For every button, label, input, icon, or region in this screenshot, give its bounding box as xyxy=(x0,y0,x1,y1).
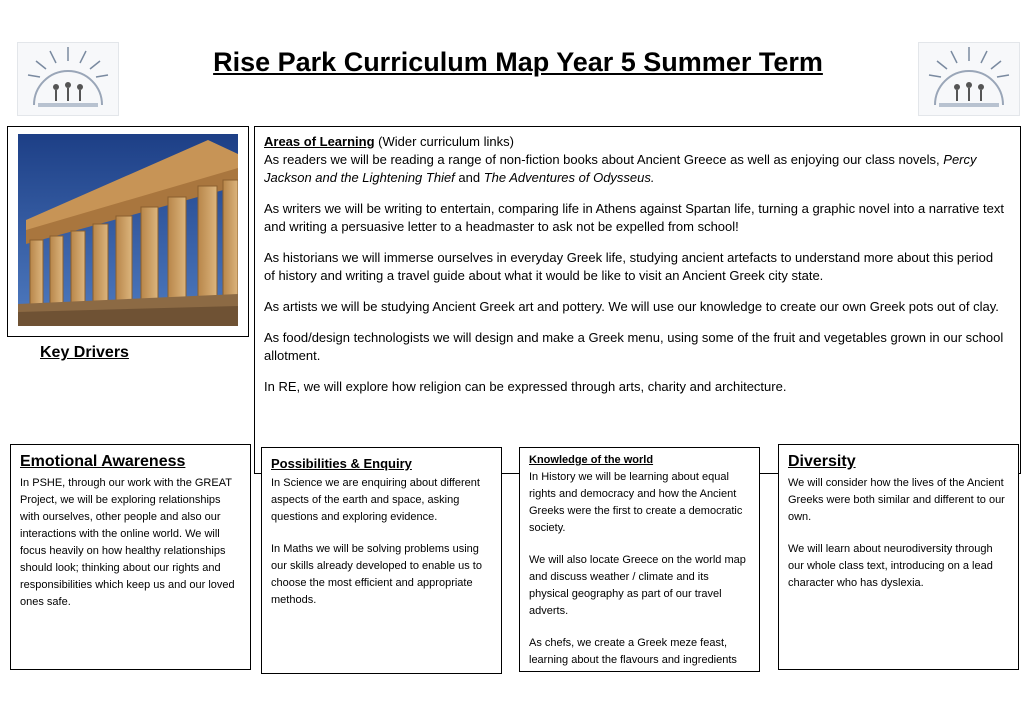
areas-heading: Areas of Learning xyxy=(264,134,375,149)
diversity-title: Diversity xyxy=(788,453,856,470)
writers-paragraph: As writers we will be writing to entertain, comparing life in Athens against Spartan life, turning a graphic novel into a narrative text and writing a persuasive letter to a headmaster to ask not be expelled from school! xyxy=(264,201,1004,234)
emotional-awareness-text: In PSHE, through our work with the GREAT Project, we will be exploring relationships with ourselves, other people and also our interactions with the online world. We will focus heavily on how healthy relationships should look; thinking about our rights and responsibilities which keep us and our loved ones safe. xyxy=(20,477,235,608)
science-paragraph: In Science we are enquiring about different aspects of the earth and space, asking questions and exploring evidence. xyxy=(271,477,480,523)
maths-paragraph: In Maths we will be solving problems using our skills already developed to enable us to choose the most efficient and appropriate methods. xyxy=(271,543,482,606)
book-title-odysseus: The Adventures of Odysseus. xyxy=(483,170,655,185)
geography-paragraph: We will also locate Greece on the world map and discuss weather / climate and its physical geography as part of our travel adverts. xyxy=(529,554,746,617)
areas-of-learning-panel xyxy=(254,126,1021,474)
reading-paragraph xyxy=(264,151,1006,187)
key-drivers-heading: Key Drivers xyxy=(40,344,129,361)
areas-subheading: (Wider curriculum links) xyxy=(374,134,514,149)
technologists-paragraph: As food/design technologists we will design and make a Greek menu, using some of the fruit and vegetables grown in our school allotment. xyxy=(264,330,1004,363)
diversity-card xyxy=(778,444,1019,670)
reading-intro: As readers we will be reading a range of non-fiction books about Ancient Greece as well as enjoying our class novels, xyxy=(264,152,944,167)
knowledge-of-world-card xyxy=(519,447,760,672)
diversity-paragraph-1: We will consider how the lives of the Ancient Greeks were both similar and different to our own. xyxy=(788,477,1005,523)
re-paragraph: In RE, we will explore how religion can be expressed through arts, charity and architecture. xyxy=(264,379,787,394)
chefs-paragraph: As chefs, we create a Greek meze feast, learning about the flavours and ingredients xyxy=(529,637,737,666)
emotional-awareness-title: Emotional Awareness xyxy=(20,453,186,470)
artists-paragraph: As artists we will be studying Ancient Greek art and pottery. We will use our knowledge to create our own Greek pots out of clay. xyxy=(264,299,999,314)
diversity-paragraph-2: We will learn about neurodiversity through our whole class text, introducing on a lead character who has dyslexia. xyxy=(788,543,993,589)
possibilities-enquiry-card xyxy=(261,447,502,674)
school-logo-left xyxy=(17,42,119,116)
areas-heading-line xyxy=(264,133,1006,151)
knowledge-of-world-title: Knowledge of the world xyxy=(529,454,654,466)
parthenon-image xyxy=(18,134,238,326)
historians-paragraph: As historians we will immerse ourselves in everyday Greek life, studying ancient artefacts to understand more about this period of history and writing a travel guide about what it would be like to visit an Ancient Greek city state. xyxy=(264,250,994,283)
reading-conjunction: and xyxy=(454,170,484,185)
photo-frame xyxy=(7,126,249,337)
emotional-awareness-card xyxy=(10,444,251,670)
possibilities-enquiry-title: Possibilities & Enquiry xyxy=(271,456,412,471)
history-paragraph: In History we will be learning about equal rights and democracy and how the Ancient Greeks were the first to create a democratic society. xyxy=(529,471,743,534)
book-title-percy-jackson: Percy Jackson and the Lightening Thief xyxy=(264,152,977,185)
school-logo-right xyxy=(918,42,1020,116)
page-title: Rise Park Curriculum Map Year 5 Summer Term xyxy=(213,47,823,77)
